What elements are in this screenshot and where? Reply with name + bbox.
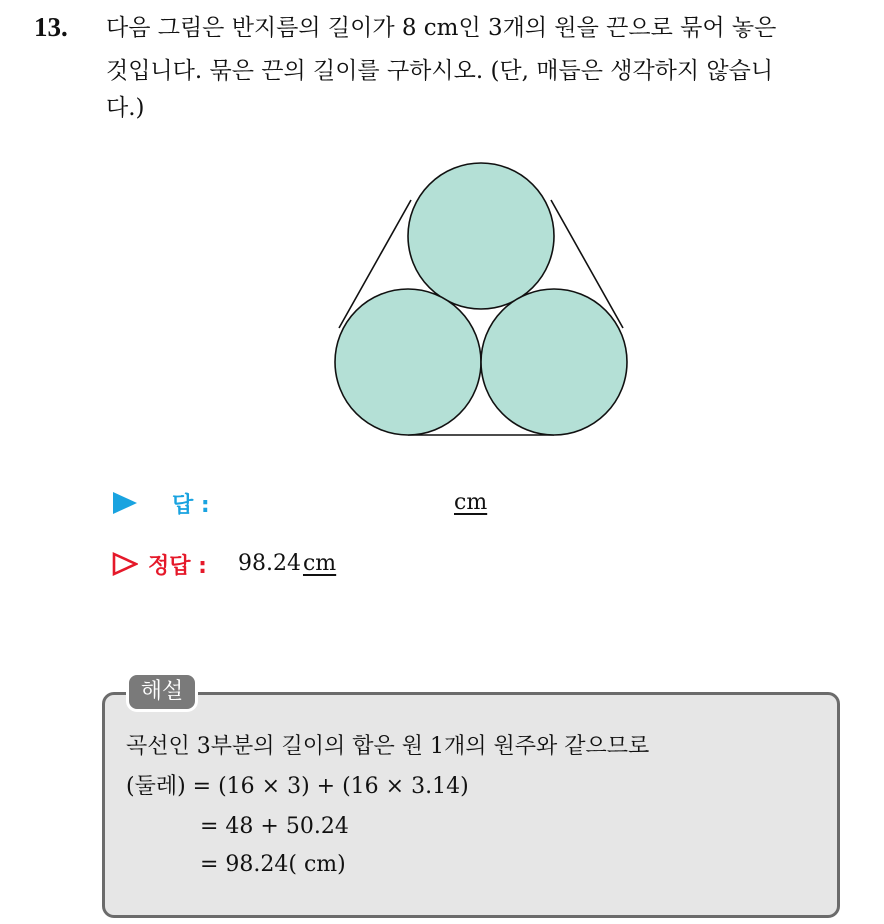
answer-marker-icon <box>112 491 138 515</box>
circle-bottom-right <box>481 289 627 435</box>
correct-answer-value: 98.24 <box>238 551 301 576</box>
question-text-line-2: 것입니다. 묶은 끈의 길이를 구하시오. (단, 매듭은 생각하지 않습니 <box>106 58 774 84</box>
question-text-line-1: 다음 그림은 반지름의 길이가 8 cm인 3개의 원을 끈으로 묶어 놓은 <box>106 15 777 41</box>
question-number: 13. <box>34 12 68 42</box>
solution-line-1: 곡선인 3부분의 길이의 합은 원 1개의 원주와 같으므로 <box>126 734 650 759</box>
solution-tab: 해설 <box>126 672 198 712</box>
circle-bottom-left <box>335 289 481 435</box>
correct-answer-label: 정답 : <box>148 554 207 579</box>
question-text-line-3: 다.) <box>106 95 145 121</box>
circle-top <box>408 163 554 309</box>
solution-line-2: (둘레) = (16 × 3) + (16 × 3.14) <box>126 774 469 799</box>
solution-line-4: = 98.24( cm) <box>200 852 346 877</box>
answer-unit: cm <box>454 490 488 515</box>
answer-label: 답 : <box>172 493 210 518</box>
correct-answer <box>238 551 336 576</box>
solution-line-3: = 48 + 50.24 <box>200 814 349 839</box>
three-circles-figure <box>330 160 632 442</box>
solution-box <box>102 692 840 918</box>
correct-answer-unit: cm <box>302 551 337 576</box>
correct-answer-marker-icon <box>112 552 138 576</box>
